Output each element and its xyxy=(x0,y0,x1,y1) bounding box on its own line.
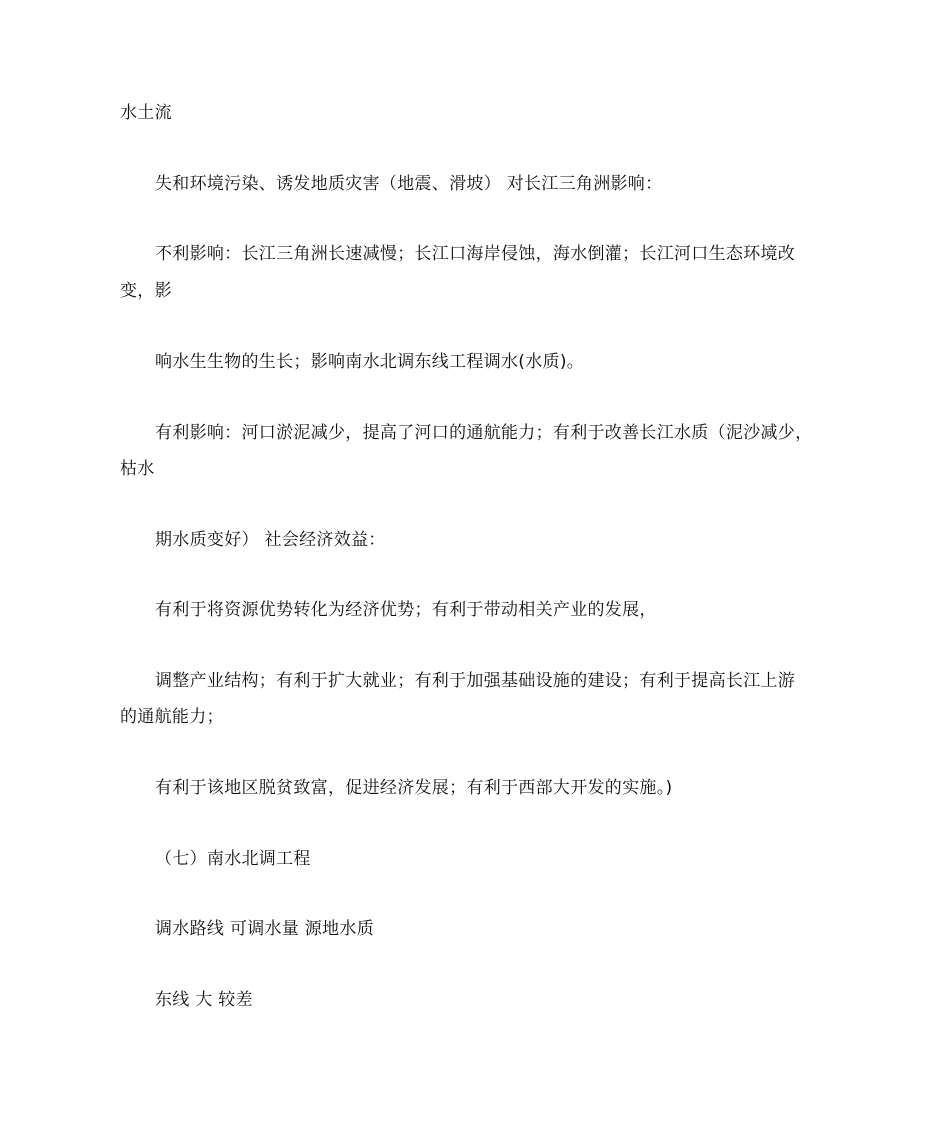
text-line: 变，影 xyxy=(120,281,172,301)
text-line: 失和环境污染、诱发地质灾害（地震、滑坡） 对长江三角洲影响： xyxy=(155,174,663,194)
text-line: 枯水 xyxy=(120,459,155,479)
text-line: 有利于将资源优势转化为经济优势；有利于带动相关产业的发展， xyxy=(155,600,657,620)
text-line: 响水生生物的生长；影响南水北调东线工程调水(水质)。 xyxy=(155,352,585,372)
text-line: 调整产业结构；有利于扩大就业；有利于加强基础设施的建设；有利于提高长江上游 xyxy=(155,671,796,691)
text-line: 水土流 xyxy=(120,103,172,123)
text-line: 期水质变好） 社会经济效益： xyxy=(155,530,386,550)
section-heading: （七）南水北调工程 xyxy=(155,849,311,869)
text-line: 的通航能力； xyxy=(120,707,224,727)
text-line: 有利影响：河口淤泥减少，提高了河口的通航能力；有利于改善长江水质（泥沙减少， xyxy=(155,423,813,443)
text-line: 不利影响：长江三角洲长速减慢；长江口海岸侵蚀，海水倒灌；长江河口生态环境改 xyxy=(155,244,796,264)
text-line: 有利于该地区脱贫致富，促进经济发展；有利于西部大开发的实施。) xyxy=(155,778,673,798)
table-row-line: 东线 大 较差 xyxy=(155,990,253,1010)
table-header-line: 调水路线 可调水量 源地水质 xyxy=(155,919,375,939)
